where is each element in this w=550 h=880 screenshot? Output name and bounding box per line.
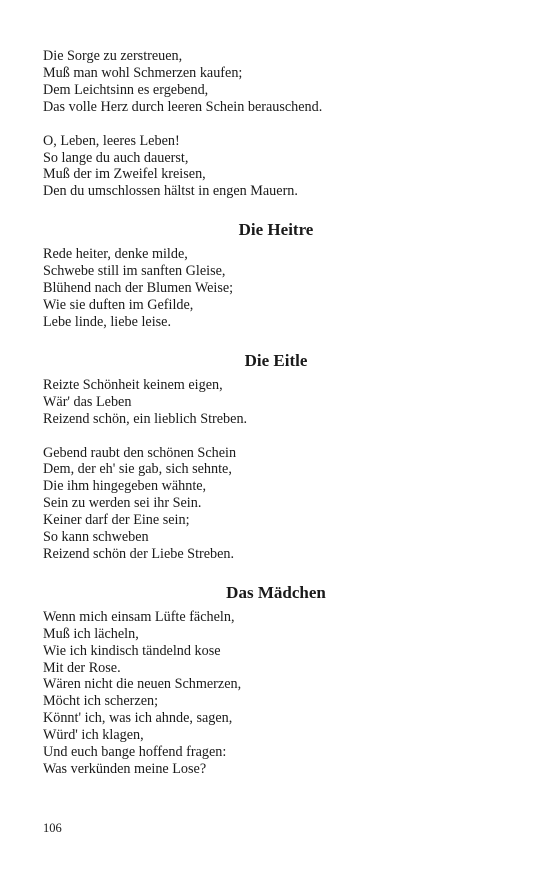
page-number: 106 [43,821,62,835]
verse-line: Dem Leichtsinn es ergebend, [43,81,209,98]
section-gap [43,563,509,583]
stanza [43,133,509,201]
verse-line: Keiner darf der Eine sein; [43,512,190,529]
verse-line: Würd' ich klagen, [43,727,144,744]
verse-line: Möcht ich scherzen; [43,693,159,710]
verse-line: Muß ich lächeln, [43,625,139,642]
section-gap [43,331,509,351]
stanza [43,246,509,331]
stanza [43,445,509,563]
verse-line: So kann schweben [43,529,149,546]
verse-line: Muß der im Zweifel kreisen, [43,166,206,183]
verse-line: Wie ich kindisch tändelnd kose [43,642,221,659]
verse-line: Mit der Rose. [43,659,121,676]
poem-title: Die Eitle [244,350,308,370]
poem-title: Die Heitre [238,220,314,240]
verse-line: Schwebe still im sanften Gleise, [43,263,226,280]
verse-line: Reizend schön der Liebe Streben. [43,545,235,562]
verse-line: Reizte Schönheit keinem eigen, [43,376,223,393]
verse-line: Und euch bange hoffend fragen: [43,744,227,761]
stanza-gap [43,116,509,133]
verse-line: Die ihm hingegeben wähnte, [43,478,207,495]
verse-line: Was verkünden meine Lose? [43,761,207,777]
verse-line: Wär' das Leben [43,393,132,410]
poem-title: Das Mädchen [226,582,326,602]
verse-line: Rede heiter, denke milde, [43,246,188,263]
verse-line: Wie sie duften im Gefilde, [43,296,194,313]
verse-line: Den du umschlossen hältst in engen Mauern. [43,183,298,200]
verse-line: Die Sorge zu zerstreuen, [43,48,183,64]
verse-line: Wenn mich einsam Lüfte fächeln, [43,608,235,625]
verse-line: Das volle Herz durch leeren Schein berauschend. [43,98,323,115]
verse-line: Könnt' ich, was ich ahnde, sagen, [43,710,233,727]
stanza-gap [43,428,509,445]
verse-line: Gebend raubt den schönen Schein [43,444,237,461]
verse-line: Dem, der eh' sie gab, sich sehnte, [43,461,232,478]
verse-line: O, Leben, leeres Leben! [43,132,180,149]
verse-line: Muß man wohl Schmerzen kaufen; [43,64,243,81]
stanza [43,377,509,428]
stanza [43,609,509,778]
section-gap [43,200,509,220]
verse-line: Lebe linde, liebe leise. [43,313,172,330]
verse-line: Reizend schön, ein lieblich Streben. [43,410,248,427]
verse-line: Sein zu werden sei ihr Sein. [43,495,202,512]
page-body [43,48,509,778]
verse-line: Wären nicht die neuen Schmerzen, [43,676,242,693]
stanza [43,48,509,116]
verse-line: So lange du auch dauerst, [43,149,189,166]
verse-line: Blühend nach der Blumen Weise; [43,280,234,297]
